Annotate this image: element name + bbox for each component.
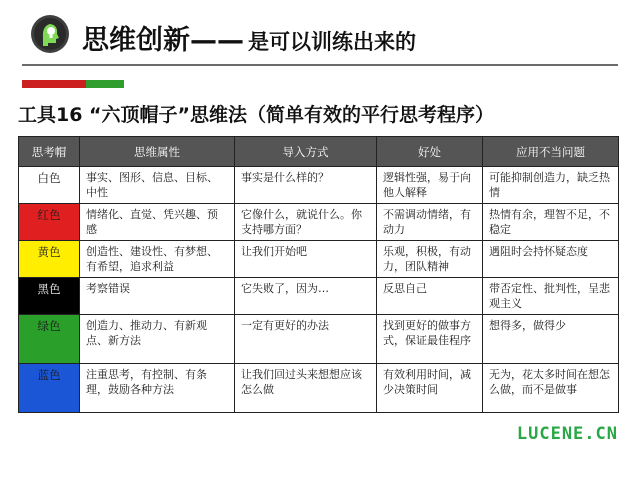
column-header-hat: 思考帽 bbox=[19, 137, 80, 167]
approach-cell: 它失败了，因为… bbox=[235, 278, 377, 315]
misuse-cell: 遇阻时会持怀疑态度 bbox=[483, 241, 619, 278]
approach-cell: 让我们回过头来想想应该怎么做 bbox=[235, 364, 377, 413]
misuse-cell: 热情有余，理智不足，不稳定 bbox=[483, 204, 619, 241]
benefit-cell: 有效利用时间，减少决策时间 bbox=[377, 364, 483, 413]
benefit-cell: 逻辑性强，易于向他人解释 bbox=[377, 167, 483, 204]
benefit-cell: 不需调动情绪，有动力 bbox=[377, 204, 483, 241]
column-header-misuse: 应用不当问题 bbox=[483, 137, 619, 167]
table-row bbox=[19, 364, 619, 413]
column-header-approach: 导入方式 bbox=[235, 137, 377, 167]
six-hats-table bbox=[18, 136, 619, 413]
attribute-cell: 情绪化、直觉、凭兴趣、预感 bbox=[80, 204, 235, 241]
table-row bbox=[19, 278, 619, 315]
approach-cell: 一定有更好的办法 bbox=[235, 315, 377, 364]
attribute-cell: 创造力、推动力、有新观点、新方法 bbox=[80, 315, 235, 364]
misuse-cell: 带否定性、批判性，呈悲观主义 bbox=[483, 278, 619, 315]
hat-color-cell: 黑色 bbox=[19, 278, 80, 315]
footer-logo: LUCENE.CN bbox=[516, 424, 618, 444]
misuse-cell: 想得多，做得少 bbox=[483, 315, 619, 364]
approach-cell: 它像什么，就说什么。你支持哪方面？ bbox=[235, 204, 377, 241]
attribute-cell: 创造性、建设性、有梦想、有希望，追求利益 bbox=[80, 241, 235, 278]
table-row bbox=[19, 204, 619, 241]
title-divider bbox=[22, 64, 618, 66]
title-sub: 是可以训练出来的 bbox=[248, 30, 416, 54]
benefit-cell: 乐观，积极，有动力，团队精神 bbox=[377, 241, 483, 278]
hat-color-cell: 黄色 bbox=[19, 241, 80, 278]
lightbulb-head-icon bbox=[30, 14, 70, 54]
attribute-cell: 事实、图形、信息、目标、中性 bbox=[80, 167, 235, 204]
misuse-cell: 可能抑制创造力，缺乏热情 bbox=[483, 167, 619, 204]
page-title bbox=[82, 18, 416, 57]
approach-cell: 事实是什么样的？ bbox=[235, 167, 377, 204]
table-row bbox=[19, 241, 619, 278]
table-row bbox=[19, 315, 619, 364]
column-header-benefit: 好处 bbox=[377, 137, 483, 167]
accent-bar-green bbox=[86, 80, 124, 88]
attribute-cell: 注重思考，有控制、有条理，鼓励各种方法 bbox=[80, 364, 235, 413]
table-row bbox=[19, 167, 619, 204]
header bbox=[0, 0, 640, 80]
benefit-cell: 反思自己 bbox=[377, 278, 483, 315]
hat-color-cell: 白色 bbox=[19, 167, 80, 204]
accent-bar-red bbox=[22, 80, 86, 88]
attribute-cell: 考察错误 bbox=[80, 278, 235, 315]
hat-color-cell: 绿色 bbox=[19, 315, 80, 364]
hat-color-cell: 蓝色 bbox=[19, 364, 80, 413]
column-header-attribute: 思维属性 bbox=[80, 137, 235, 167]
table-header-row bbox=[19, 137, 619, 167]
approach-cell: 让我们开始吧 bbox=[235, 241, 377, 278]
table-body bbox=[19, 167, 619, 413]
title-main: 思维创新—— bbox=[82, 25, 244, 56]
misuse-cell: 无为，花太多时间在想怎么做，而不是做事 bbox=[483, 364, 619, 413]
benefit-cell: 找到更好的做事方式，保证最佳程序 bbox=[377, 315, 483, 364]
section-title: 工具16 “六顶帽子”思维法（简单有效的平行思考程序） bbox=[18, 104, 495, 126]
hat-color-cell: 红色 bbox=[19, 204, 80, 241]
